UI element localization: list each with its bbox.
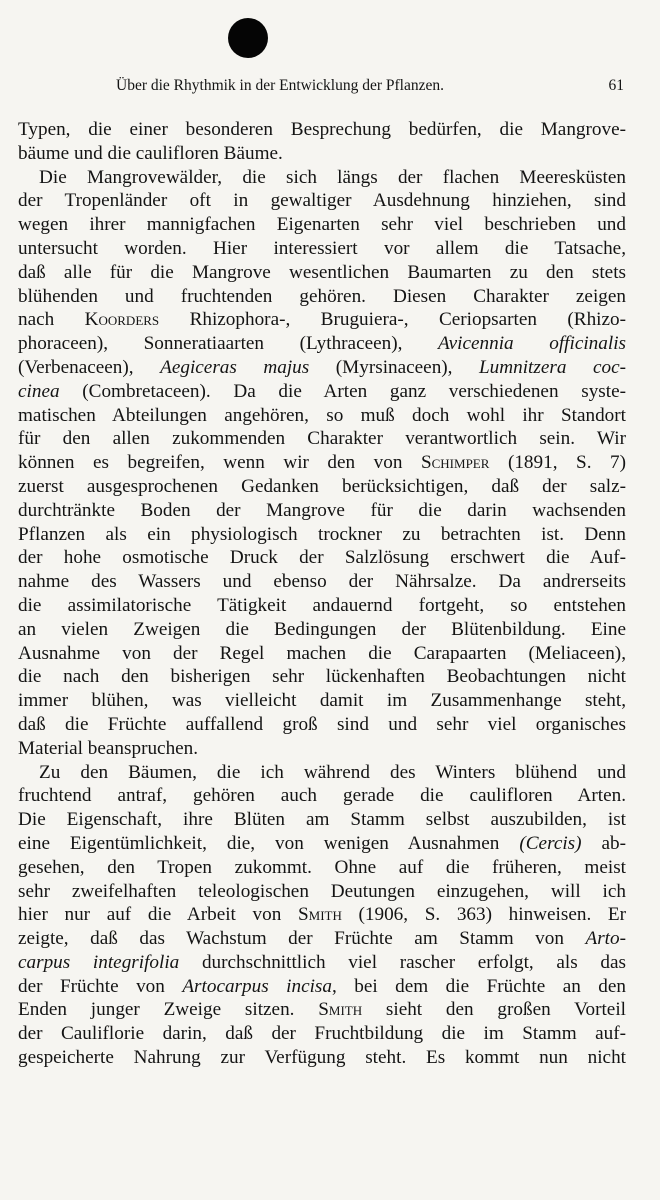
italic-text: Aegiceras majus [160,356,310,378]
text-segment: , bei dem die Früchte an den [331,975,626,997]
text-segment: gespeicherte Nahrung zur Verfügung steht. Es kommt nun nicht [18,1047,626,1069]
text-line [18,927,626,951]
text-line [18,737,626,761]
text-segment: der hohe osmotische Druck der Salzlösung erschwert die Auf- [18,547,626,569]
text-segment: zeigte, daß das Wachstum der Früchte am Stamm von [18,928,586,950]
text-line [18,261,626,285]
text-segment: Zu den Bäumen, die ich während des Winters blühend und [39,761,626,783]
text-line [18,784,626,808]
text-line [18,213,626,237]
text-line [18,499,626,523]
text-segment: wegen ihrer mannigfachen Eigenarten sehr viel beschrieben und [18,214,626,236]
text-line [18,761,626,785]
text-segment: bäume und die caulifloren Bäume. [18,142,283,164]
text-segment: daß die Früchte auffallend groß sind und sehr viel organisches [18,713,626,735]
text-line [18,523,626,547]
text-line [18,118,626,142]
text-segment: Material beanspruchen. [18,737,199,759]
text-line [18,998,626,1022]
text-line [18,665,626,689]
text-line [18,546,626,570]
text-segment: gesehen, den Tropen zukommt. Ohne auf die früheren, meist [18,856,626,878]
text-segment: Ausnahme von der Regel machen die Carapaarten (Meliaceen), [18,642,626,664]
text-line [18,380,626,404]
text-segment: nahme des Wassers und ebenso der Nährsalze. Da andrerseits [18,571,626,593]
text-line [18,808,626,832]
text-line [18,903,626,927]
text-segment: fruchtend antraf, gehören auch gerade die caulifloren Arten. [18,785,626,807]
italic-text: Artocarpus incisa [182,975,332,997]
text-line [18,856,626,880]
text-segment: (Combretaceen). Da die Arten ganz verschiedenen syste- [59,380,626,402]
text-segment: (1891, S. 7) [489,452,626,474]
text-line [18,285,626,309]
text-line [18,570,626,594]
text-segment: der Cauliflorie darin, daß der Fruchtbildung die im Stamm auf- [18,1023,626,1045]
text-segment: untersucht worden. Hier interessiert vor allem die Tatsache, [18,237,626,259]
italic-text: Avicennia officinalis [438,333,626,355]
text-line [18,332,626,356]
italic-text: Arto- [585,928,626,950]
text-line [18,951,626,975]
text-line [18,594,626,618]
running-title: Über die Rhythmik in der Entwicklung der Pflanzen. [116,77,445,94]
text-line [18,975,626,999]
text-segment: zuerst ausgesprochenen Gedanken berücksichtigen, daß der salz- [18,475,626,497]
text-segment: ab- [581,832,627,854]
text-segment: Die Mangrovewälder, die sich längs der flachen Meeresküsten [39,166,626,188]
italic-text: carpus integrifolia [18,951,180,973]
text-segment: sehr zweifelhaften teleologischen Deutungen einzugehen, will ich [18,880,626,902]
text-line [18,356,626,380]
text-line [18,404,626,428]
paragraph [18,118,626,166]
author-name: Schimper [420,452,490,474]
text-segment: für den allen zukommenden Charakter verantwortlich sein. Wir [18,428,626,450]
text-segment: durchschnittlich viel rascher erfolgt, als das [179,951,626,973]
text-segment: eine Eigentümlichkeit, die, von wenigen Ausnahmen [18,832,520,854]
text-segment: der Tropenländer oft in gewaltiger Ausdehnung hinziehen, sind [18,190,626,212]
author-name: Smith [297,904,342,926]
page-body [18,118,626,1070]
text-line [18,475,626,499]
author-name: Koorders [84,309,160,331]
text-segment: (Verbenaceen), [18,356,161,378]
text-line [18,642,626,666]
text-segment: nach [18,309,85,331]
text-line [18,618,626,642]
text-segment: die assimilatorische Tätigkeit andauernd fortgeht, so entstehen [18,594,626,616]
running-head [40,76,624,96]
italic-text: Lumnitzera coc- [479,356,626,378]
text-line [18,142,626,166]
text-segment: immer blühen, was vielleicht damit im Zusammenhange steht, [18,690,626,712]
text-segment: phoraceen), Sonneratiaarten (Lythraceen), [18,333,438,355]
text-segment: Rhizophora-, Bruguiera-, Ceriopsarten (Rhizo- [159,309,626,331]
text-line [18,308,626,332]
author-name: Smith [318,999,363,1021]
text-segment: Die Eigenschaft, ihre Blüten am Stamm selbst auszubilden, ist [18,809,626,831]
text-segment: hier nur auf die Arbeit von [18,904,298,926]
text-line [18,427,626,451]
text-segment: matischen Abteilungen angehören, so muß doch wohl ihr Standort [18,404,626,426]
italic-text: (Cercis) [519,832,582,854]
text-segment: daß alle für die Mangrove wesentlichen Baumarten zu den stets [18,261,626,283]
text-line [18,237,626,261]
text-segment: sieht den großen Vorteil [362,999,626,1021]
text-line [18,1046,626,1070]
text-line [18,713,626,737]
text-segment: (Myrsinaceen), [309,356,480,378]
text-line [18,166,626,190]
text-line [18,880,626,904]
text-segment: der Früchte von [18,975,183,997]
text-segment: durchtränkte Boden der Mangrove für die darin wachsenden [18,499,626,521]
text-line [18,1022,626,1046]
text-segment: an vielen Zweigen die Bedingungen der Blütenbildung. Eine [18,618,626,640]
text-segment: blühenden und fruchtenden gehören. Diesen Charakter zeigen [18,285,626,307]
text-line [18,451,626,475]
text-line [18,689,626,713]
text-segment: (1906, S. 363) hinweisen. Er [341,904,626,926]
text-segment: Enden junger Zweige sitzen. [18,999,319,1021]
text-line [18,189,626,213]
text-line [18,832,626,856]
paragraph [18,761,626,1070]
text-segment: Typen, die einer besonderen Besprechung bedürfen, die Mangrove- [18,119,626,140]
italic-text: cinea [18,380,60,402]
page-number: 61 [608,77,624,94]
punch-hole [228,18,268,58]
text-segment: die nach den bisherigen sehr lückenhaften Beobachtungen nicht [18,666,626,688]
text-segment: können es begreifen, wenn wir den von [18,452,421,474]
text-segment: Pflanzen als ein physiologisch trockner zu betrachten ist. Denn [18,523,626,545]
paragraph [18,166,626,761]
